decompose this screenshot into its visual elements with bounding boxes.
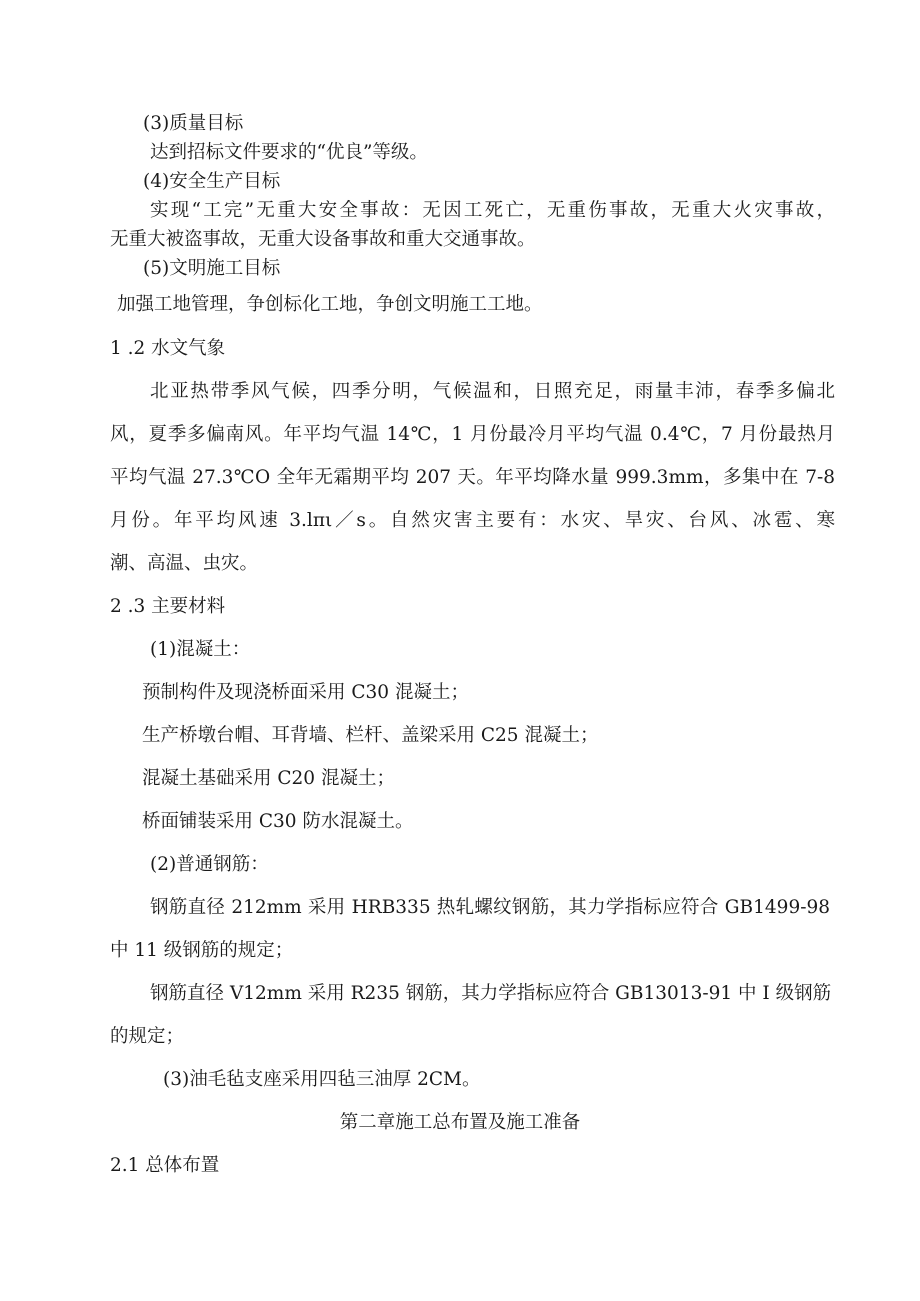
concrete-item-1: 预制构件及现浇桥面采用 C30 混凝土； [142, 682, 469, 703]
quality-goal-text: 达到招标文件要求的“优良”等级。 [150, 142, 428, 163]
concrete-heading: (1)混凝土： [150, 639, 251, 660]
safety-goal-text-line-1: 实现“工完”无重大安全事故：无因工死亡，无重伤事故，无重大火灾事故， [150, 200, 835, 221]
rebar-paragraph-2-line-1: 钢筋直径 V12mm 采用 R235 钢筋，其力学指标应符合 GB13013-91 中 I 级钢筋 [150, 983, 832, 1004]
climate-paragraph-line-5: 潮、高温、虫灾。 [110, 553, 259, 574]
rebar-heading: (2)普通钢筋： [150, 854, 269, 875]
bearing-item: (3)油毛毡支座采用四毡三油厚 2CM。 [163, 1069, 481, 1090]
safety-goal-heading: (4)安全生产目标 [143, 171, 281, 192]
quality-goal-heading: (3)质量目标 [143, 113, 244, 134]
section-heading-general-layout: 2.1 总体布置 [110, 1155, 220, 1176]
climate-paragraph-line-2: 风，夏季多偏南风。年平均气温 14℃，1 月份最冷月平均气温 0.4℃，7 月份最热月 [110, 424, 835, 445]
rebar-paragraph-2-line-2: 的规定； [110, 1026, 185, 1047]
concrete-item-4: 桥面铺装采用 C30 防水混凝土。 [142, 811, 414, 832]
civilized-construction-heading: (5)文明施工目标 [143, 258, 281, 279]
chapter-title: 第二章施工总布置及施工准备 [339, 1112, 581, 1133]
rebar-paragraph-1-line-2: 中 11 级钢筋的规定； [110, 940, 294, 961]
climate-paragraph-line-4: 月份。年平均风速 3.lπι／s。自然灾害主要有：水灾、旱灾、台风、冰雹、寒 [110, 510, 835, 531]
section-heading-hydrology: 1 .2 水文气象 [110, 338, 226, 359]
civilized-construction-text: 加强工地管理，争创标化工地，争创文明施工工地。 [117, 294, 543, 315]
climate-paragraph-line-3: 平均气温 27.3℃O 全年无霜期平均 207 天。年平均降水量 999.3mm，多集中在 7-8 [110, 467, 835, 488]
climate-paragraph-line-1: 北亚热带季风气候，四季分明，气候温和，日照充足，雨量丰沛，春季多偏北 [150, 381, 835, 402]
section-heading-materials: 2 .3 主要材料 [110, 596, 226, 617]
concrete-item-2: 生产桥墩台帽、耳背墙、栏杆、盖梁采用 C25 混凝土； [142, 725, 599, 746]
safety-goal-text-line-2: 无重大被盗事故，无重大设备事故和重大交通事故。 [110, 229, 536, 250]
concrete-item-3: 混凝土基础采用 C20 混凝土； [142, 768, 395, 789]
rebar-paragraph-1-line-1: 钢筋直径 212mm 采用 HRB335 热轧螺纹钢筋，其力学指标应符合 GB1499-98 [150, 897, 830, 918]
